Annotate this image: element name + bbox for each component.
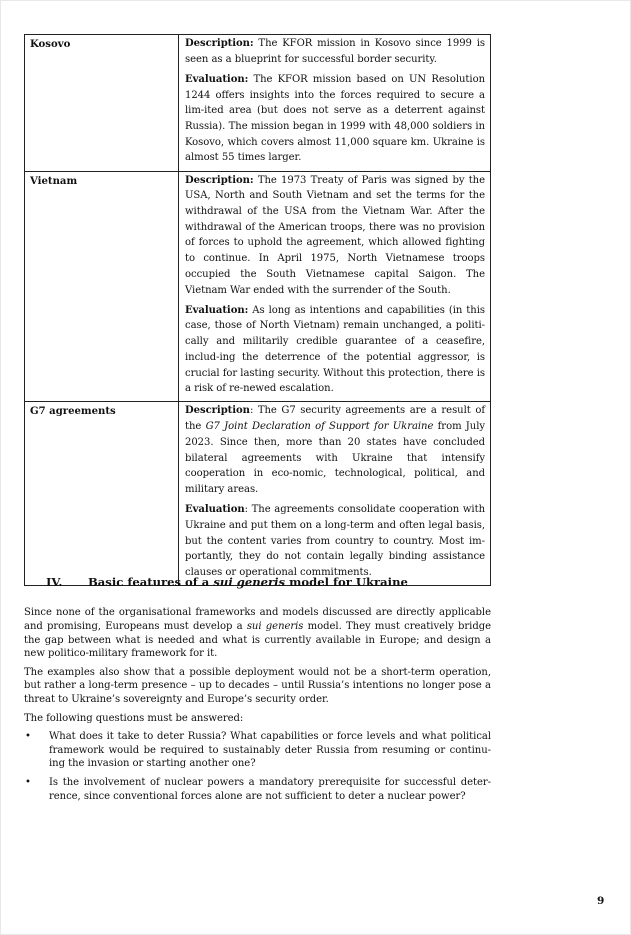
section-title-end: model for Ukraine	[285, 575, 408, 589]
table-row	[25, 402, 491, 586]
section-title-italic: sui generis	[213, 575, 286, 589]
description-text: The KFOR mission in Kosovo since 1999 is seen as a blueprint for successful border security.	[185, 38, 485, 65]
evaluation-text: The KFOR mission based on UN Resolution 1244 offers insights into the forces required to secure a lim-ited area (but does not serve as a deterrent against Russia). The mission began in 1999 with 48,000 soldiers in Kosovo, which covers almost 11,000 square km. Ukraine is almost 55 times larger.	[185, 73, 485, 164]
evaluation-paragraph	[185, 502, 485, 581]
body-text	[24, 606, 491, 808]
declaration-title: G7 Joint Declaration of Support for Ukraine	[205, 421, 434, 433]
description-text: from July 2023. Since then, more than 20 states have concluded bilateral agreements with Ukraine that intensify cooperation in eco-nomic, technological, political, and military areas.	[185, 421, 485, 495]
paragraph	[24, 606, 491, 661]
paragraph-text: model. They must creatively bridge the gap between what is needed and what is currently available in Europe; and design a new politico-military framework for it.	[24, 620, 491, 660]
paragraph-italic: sui generis	[246, 620, 304, 632]
evaluation-paragraph	[185, 72, 485, 166]
table-row	[25, 35, 491, 172]
list-item-text: What does it take to deter Russia? What capabilities or force levels and what political framework would be required to sustainably deter Russia from resuming or continu-ing the invasion or starting another one?	[49, 730, 491, 770]
paragraph: The examples also show that a possible deployment would not be a short-term operation, but rather a long-term presence – up to decades – until Russia’s intentions no longer pose a threat to Ukraine’s sovereignty and Europe’s security order.	[24, 666, 491, 706]
description-paragraph	[185, 403, 485, 497]
case-body	[179, 35, 491, 172]
description-paragraph	[185, 36, 485, 67]
bullet-icon: •	[25, 730, 31, 742]
case-name: Kosovo	[25, 35, 179, 172]
description-paragraph	[185, 173, 485, 299]
paragraph: The following questions must be answered:	[24, 712, 244, 724]
section-title: Basic features of a	[88, 575, 214, 589]
list-item-text: Is the involvement of nuclear powers a mandatory prerequisite for successful deter-rence, since conventional forces alone are not sufficient to deter a nuclear power?	[49, 776, 491, 802]
question-list	[24, 730, 491, 803]
case-name: Vietnam	[25, 171, 179, 402]
description-text: The 1973 Treaty of Paris was signed by the USA, North and South Vietnam and set the terms for the withdrawal of the USA from the Vietnam War. After the withdrawal of the American troops, there was no provision of forces to uphold the agreement, which allowed fighting to continue. In April 1975, North Vietnamese troops occupied the South Vietnamese capital Saigon. The Vietnam War ended with the surrender of the South.	[185, 174, 485, 296]
page-number: 9	[597, 895, 605, 907]
case-name: G7 agreements	[25, 402, 179, 586]
section-heading	[46, 574, 408, 590]
evaluation-label: Evaluation	[185, 504, 245, 516]
evaluation-paragraph	[185, 303, 485, 397]
description-label: Description:	[185, 38, 254, 49]
list-item	[24, 730, 491, 771]
evaluation-label: Evaluation:	[185, 304, 249, 316]
evaluation-text: As long as intentions and capabilities (in this case, those of North Vietnam) remain unchanged, a politi-cally and militarily credible guarantee of a ceasefire, includ-ing the deterrence of the potential aggressor, is crucial for lasting security. Without this protection, there is a risk of re-newed escalation.	[185, 304, 485, 395]
description-text: : The G7 security agreements are a result of the	[185, 405, 485, 433]
description-label: Description	[185, 405, 250, 417]
evaluation-label: Evaluation:	[185, 73, 249, 85]
list-item	[24, 776, 491, 804]
paragraph-text: Since none of the organisational frameworks and models discussed are directly applicable and promising, Europeans must develop a	[24, 607, 491, 632]
case-body	[179, 402, 491, 586]
case-study-table	[24, 34, 491, 586]
evaluation-text: : The agreements consolidate cooperation with Ukraine and put them on a long-term and often legal basis, but the content varies from country to country. Most im-portantly, they do not contain legally binding assistance clauses or operational commitments.	[185, 504, 485, 578]
table-row	[25, 171, 491, 402]
bullet-icon: •	[25, 776, 31, 788]
description-label: Description:	[185, 174, 254, 186]
section-number: IV.	[46, 575, 63, 589]
case-body	[179, 171, 491, 402]
